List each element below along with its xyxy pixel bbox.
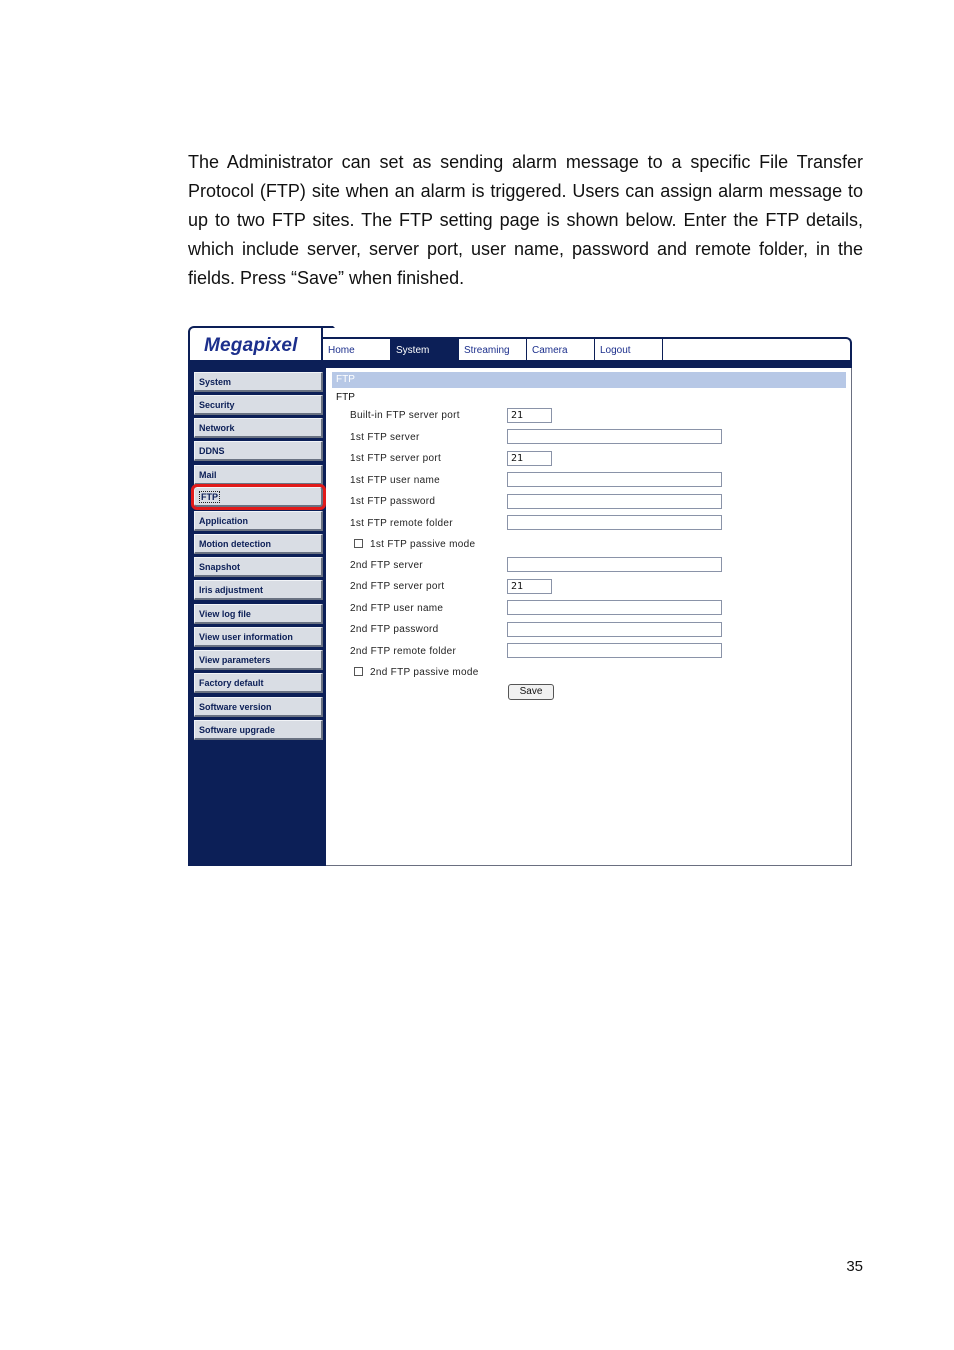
- top-nav: [323, 337, 852, 360]
- page-number: 35: [846, 1258, 863, 1275]
- ftp2-password-label: 2nd FTP password: [350, 624, 439, 635]
- ftp1-user-input[interactable]: [507, 472, 722, 487]
- sidebar: [188, 368, 326, 866]
- ftp-settings-screenshot: [188, 326, 852, 866]
- sidebar-item-network[interactable]: Network: [194, 418, 323, 438]
- sidebar-item-factory-default[interactable]: Factory default: [194, 673, 323, 693]
- section-header: FTP: [332, 372, 846, 388]
- sidebar-item-application[interactable]: Application: [194, 511, 323, 531]
- header-bar: [188, 360, 852, 368]
- ftp-settings-panel: [326, 368, 852, 866]
- nav-home[interactable]: Home: [323, 339, 391, 360]
- sidebar-item-snapshot[interactable]: Snapshot: [194, 557, 323, 577]
- sidebar-item-system[interactable]: System: [194, 372, 323, 392]
- save-button[interactable]: Save: [508, 684, 554, 700]
- nav-camera[interactable]: Camera: [527, 339, 595, 360]
- ftp2-folder-label: 2nd FTP remote folder: [350, 646, 457, 657]
- ftp1-passive-label: 1st FTP passive mode: [370, 539, 476, 550]
- nav-streaming[interactable]: Streaming: [459, 339, 527, 360]
- ftp2-passive-checkbox[interactable]: [354, 667, 363, 676]
- intro-paragraph: The Administrator can set as sending alarm message to a specific File Transfer Protocol (FTP) site when an alarm is triggered. Users can assign alarm message to up to two FTP sites. The FTP setting page is shown below. Enter the FTP details, which include server, server port, user name, password and remote folder, in the fields. Press “Save” when finished.: [188, 152, 863, 288]
- sidebar-item-ftp-label: FTP: [201, 492, 218, 502]
- ftp2-port-input[interactable]: 21: [507, 579, 552, 594]
- ftp2-passive-label: 2nd FTP passive mode: [370, 667, 479, 678]
- sidebar-item-security[interactable]: Security: [194, 395, 323, 415]
- sidebar-item-ftp[interactable]: [194, 487, 323, 507]
- logo-tab: [188, 326, 323, 362]
- logo: Megapixel: [204, 335, 298, 356]
- ftp2-password-input[interactable]: [507, 622, 722, 637]
- ftp1-password-input[interactable]: [507, 494, 722, 509]
- nav-system[interactable]: System: [391, 339, 459, 360]
- ftp1-password-label: 1st FTP password: [350, 496, 436, 507]
- ftp1-port-input[interactable]: 21: [507, 451, 552, 466]
- section-subtitle: FTP: [336, 392, 355, 403]
- ftp1-server-input[interactable]: [507, 429, 722, 444]
- ftp2-user-label: 2nd FTP user name: [350, 603, 444, 614]
- sidebar-item-software-version[interactable]: Software version: [194, 697, 323, 717]
- sidebar-item-iris-adjustment[interactable]: Iris adjustment: [194, 580, 323, 600]
- ftp2-user-input[interactable]: [507, 600, 722, 615]
- sidebar-item-view-parameters[interactable]: View parameters: [194, 650, 323, 670]
- sidebar-item-view-user-information[interactable]: View user information: [194, 627, 323, 647]
- ftp2-server-label: 2nd FTP server: [350, 560, 423, 571]
- ftp1-port-label: 1st FTP server port: [350, 453, 442, 464]
- ftp2-folder-input[interactable]: [507, 643, 722, 658]
- sidebar-item-view-log-file[interactable]: View log file: [194, 604, 323, 624]
- ftp1-user-label: 1st FTP user name: [350, 475, 440, 486]
- sidebar-item-software-upgrade[interactable]: Software upgrade: [194, 720, 323, 740]
- sidebar-item-motion-detection[interactable]: Motion detection: [194, 534, 323, 554]
- ftp1-folder-label: 1st FTP remote folder: [350, 518, 453, 529]
- ftp2-port-label: 2nd FTP server port: [350, 581, 445, 592]
- ftp1-passive-checkbox[interactable]: [354, 539, 363, 548]
- sidebar-item-mail[interactable]: Mail: [194, 465, 323, 485]
- builtin-port-input[interactable]: 21: [507, 408, 552, 423]
- sidebar-item-ddns[interactable]: DDNS: [194, 441, 323, 461]
- ftp2-server-input[interactable]: [507, 557, 722, 572]
- ftp1-server-label: 1st FTP server: [350, 432, 420, 443]
- builtin-port-label: Built-in FTP server port: [350, 410, 460, 421]
- ftp1-folder-input[interactable]: [507, 515, 722, 530]
- nav-logout[interactable]: Logout: [595, 339, 663, 360]
